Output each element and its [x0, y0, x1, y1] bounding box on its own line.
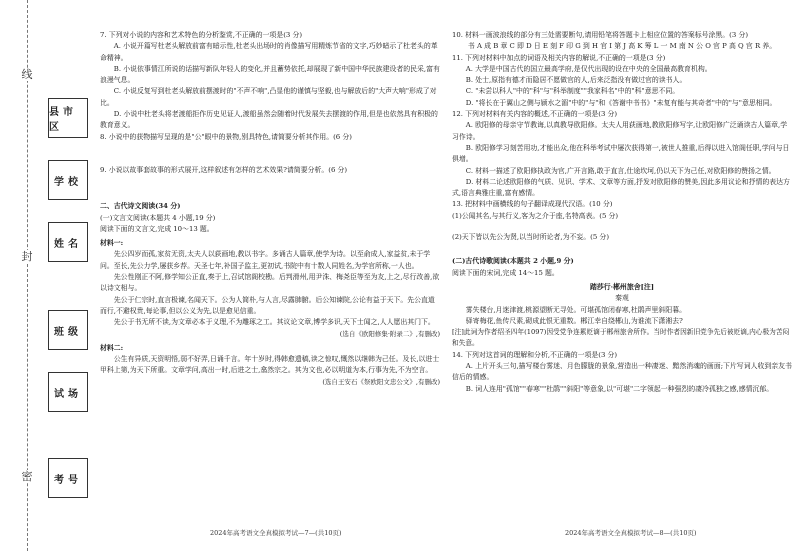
exam-number-field-label: 考号: [54, 474, 82, 486]
seal-char-secret: 密: [16, 470, 38, 483]
question-12-option-a: A. 欧阳修的母亲守节教诲,以真教导欧阳修。太夫人用荻画地,教欧阳修写字,让欧阳修广泛诵读古人篇章,学习作诗。: [452, 121, 788, 141]
seal-line: [27, 0, 28, 551]
question-7: 7. 下列对小说的内容和艺术特色的分析鉴赏,不正确的一项是(3 分): [100, 31, 303, 39]
exam-room-field-label: 试场: [54, 388, 82, 400]
seal-char-seal: 封: [16, 250, 38, 263]
question-8: 8. 小说中的获物描写呈现的是"公"眼中的景物,别具特色,请简要分析其作用。(6 分): [100, 132, 352, 141]
question-7-option-a: A. 小说开篇写杜老头解放前富有暗示性,杜老头出场时的肖像描写用精炼节省的文字,巧妙暗示了杜老头的革命精神。: [100, 42, 438, 62]
question-12-option-c: C. 材料一描述了欧阳修执政为官,广开言路,敢于直言,仕途坎坷,仍以天下为己任,对欧阳修的赞扬之情。: [465, 166, 776, 175]
poem-line-2: 驿寄梅花,鱼传尺素,砌成此恨无重数。郴江幸自绕郴山,为谁流下潇湘去?: [465, 316, 683, 325]
name-field[interactable]: [48, 222, 88, 262]
name-field-label: 姓名: [54, 238, 82, 250]
question-12-option-d: D. 材料二论述欧阳修的气质、见识、学术、文章等方面,抒发对欧阳修的赞美,因此多用议论和抒情的表达方式,语言典雅庄重,富有感情。: [452, 177, 790, 198]
school-field[interactable]: [48, 160, 88, 200]
section-2a-instruction: 阅读下面的文言文,完成 10～13 题。: [100, 224, 214, 233]
question-11: 11. 下列对材料中加点的词语及相关内容的解说,不正确的一项是(3 分): [452, 53, 666, 62]
poem-line-1: 雾失楼台,月迷津渡,桃源望断无寻处。可堪孤馆闭春寒,杜鹃声里斜阳暮。: [465, 305, 686, 314]
poem-title: 踏莎行·郴州旅舍[注]: [589, 282, 655, 291]
material-2-paragraph: 公生有异质,天资明悟,弱不好弄,日诵千言。年十岁时,得韩愈遗稿,读之惊叹,慨然以继韩为己任。及长,以进士甲科上第,为天下所重。文章学问,高出一时,后进之士,翕然宗之。其为文也,必以明道为本,行事为先,不为空言。: [100, 355, 440, 375]
right-page: [452, 30, 792, 395]
section-2-heading: 二、古代诗文阅读(34 分): [100, 202, 181, 211]
question-14-option-b: B. 词人连用"孤馆""春寒""杜鹃""斜阳"等意象,以"可堪"二字领起一种强烈的凄冷孤独之感,感情沉郁。: [465, 384, 774, 393]
class-field[interactable]: [48, 310, 88, 350]
material-2-title: 材料二:: [100, 343, 124, 352]
question-7-option-d: D. 小说中杜老头将老渡船拒作历史见证人,渡船虽然会随着时代发展失去摆渡的作用,但是也依然具有积极的教育意义。: [100, 110, 438, 130]
question-7-option-b: B. 小说依事情江所说的话描写新队年轻人的变化,并且蓄势依托,却展现了新中国中华民族建设者的民采,富有浪漫气息。: [100, 64, 440, 85]
class-field-label: 班级: [54, 326, 82, 338]
material-1-paragraph: 先公四岁而孤,家贫无资,太夫人以荻画地,教以书字。多诵古人篇章,使学为诗。以至俞成人,家益贫,未于学问。至长,先公力学,屡获乡荐。天圣七年,补国子监主,更初试,书院中有十数人同姓名,为学官所称,一人也。: [100, 250, 431, 270]
poem-author: 秦观: [615, 294, 629, 303]
school-field-label: 学校: [54, 176, 82, 188]
binding-margin: [0, 0, 95, 551]
question-14-option-a: A. 上片开头三句,描写楼台雾迷、月色朦胧的景象,营造出一种凄迷、黯然消魂的画面;下片写词人收到亲友书信后的情感。: [452, 362, 792, 382]
section-2a-heading: (一)文言文阅读(本题共 4 小题,19 分): [100, 213, 216, 222]
question-10: 10. 材料一画波浪线的部分有三处需要断句,请用铅笔将答题卡上相应位置的答案标号涂黑。(3 分): [452, 31, 749, 39]
question-14: 14. 下列对这首词的理解和分析,不正确的一项是(3 分): [452, 350, 618, 359]
section-2b-instruction: 阅读下面的宋词,完成 14～15 题。: [452, 268, 559, 277]
material-1-title: 材料一:: [100, 239, 124, 248]
question-13: 13. 把材料中画横线的句子翻译成现代汉语。(10 分): [452, 200, 613, 209]
question-12: 12. 下列对材料有关内容的概述,不正确的一项是(3 分): [452, 110, 618, 119]
question-11-option-b: B. 处士,原指有德才而隐居不愿做官的人,后来泛指没有做过官的读书人。: [465, 76, 687, 85]
question-12-option-b: B. 欧阳修学习刻苦用功,才能出众,他在科举考试中屡次获得第一,被世人推重,后得以进入馆阁任职,学问与日俱增。: [452, 143, 790, 164]
section-2b-heading: (二)古代诗歌阅读(本题共 2 小题,9 分): [452, 257, 574, 266]
material-1-paragraph: 先公性刚正不阿,修学知公正直,奏于上,召试馆阁校勘。后判滑州,用尹洙、梅尧臣等至为友,上之,尽行改善,欲以诗文相与。: [100, 273, 440, 293]
question-7-option-c: C. 小说反复写到杜老头解放前摆渡时的"不声不响",凸显他的谨慎与坚毅,也与解放后的"大声大响"形成了对比。: [100, 87, 437, 107]
county-field[interactable]: [48, 98, 88, 138]
question-11-option-c: C. "未尝以科人"中的"科"与"科举制度""我家科名"中的"科"意思不同。: [465, 87, 680, 96]
question-13-part-1: (1)公闻其名,与其行义,客为之介于座,名特高表。(5 分): [452, 211, 619, 220]
question-11-option-d: D. "将长在于翼山之侧与颍水之湄"中的"与"和《答谢中书书》"未复有能与其奇者"中的"与"意思相同。: [465, 98, 777, 107]
material-2-source: (选自王安石《祭欧阳文忠公文》,有删改): [322, 377, 440, 386]
seal-char-line: 线: [16, 68, 38, 81]
exam-room-field[interactable]: [48, 372, 88, 412]
poem-note: [注]此词为作者绍圣四年(1097)因受党争连累贬谪于郴州旅舍所作。当时作者因新旧党争先后被贬谪,内心极为苦闷和失意。: [452, 328, 790, 348]
right-page-footer: 2024年高考语文全真模拟考试—8—(共10页): [565, 529, 697, 537]
material-1-paragraph: 先公于书无所不读,为文章必本于义理,不为雕琢之工。其议论文章,博学多识,天下士闻之,人人愿出其门下。: [113, 318, 435, 327]
left-page-footer: 2024年高考语文全真模拟考试—7—(共10页): [210, 529, 342, 537]
question-10-line: 书 A 成 B 章 C 即 D 日 E 刻 F 印 G 到 H 官 I 第 J 高 K 筹 L 一 M 南 N 公 O 官 P 高 Q 官 R 养。: [467, 42, 777, 51]
question-13-part-2: (2)天下皆以先公为贤,以当时所论者,为不妄。(5 分): [452, 233, 610, 242]
question-11-option-a: A. 大学是中国古代的国立最高学府,是仅代出现的设在中央的全国最高教育机构。: [465, 64, 712, 73]
county-field-label: 县市区: [49, 107, 77, 133]
exam-number-field[interactable]: [48, 458, 88, 498]
left-page: [100, 30, 440, 388]
material-1-source: (选自《欧阳修集·附录二》,有删改): [339, 329, 440, 338]
material-1-paragraph: 先公于仁宗时,直言极谏,名闻天下。公为人简朴,与人言,尽露肺腑。后公知谏院,公论有益于天下。先公直道而行,不避权贵,每论事,但以公义为先,以是愈见信重。: [100, 295, 435, 315]
question-9: 9. 小说以故事套故事的形式展开,这样叙述有怎样的艺术效果?请简要分析。(6 分): [100, 165, 348, 174]
